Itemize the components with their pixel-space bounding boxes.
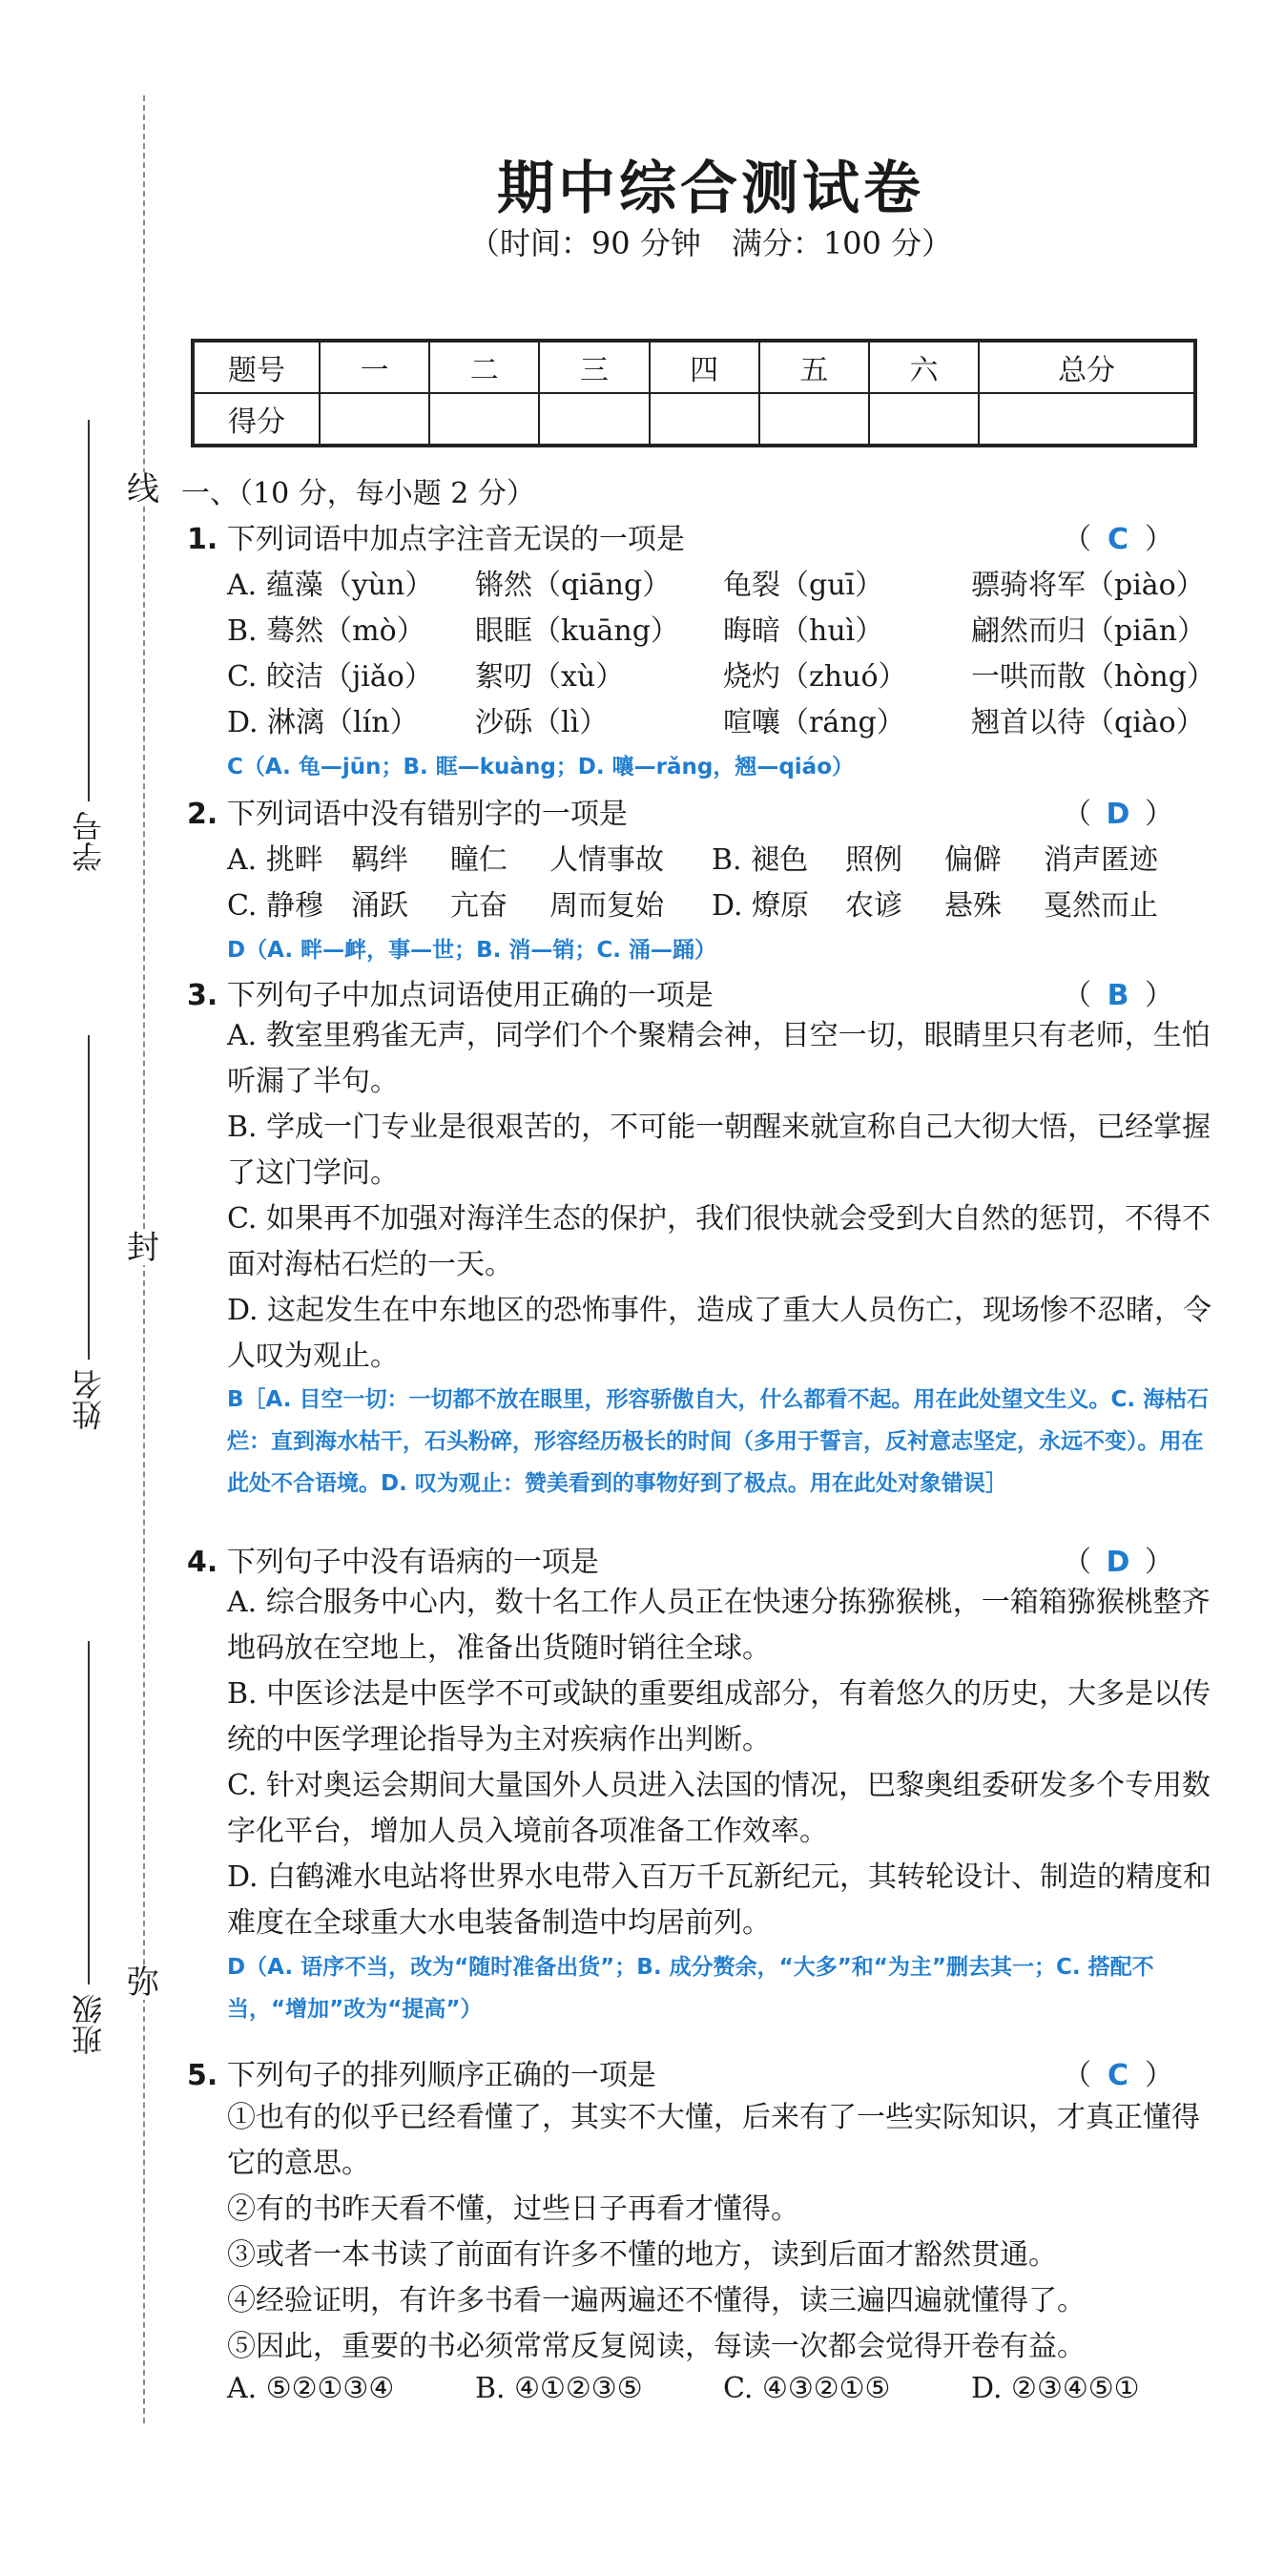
section-heading: 一、（10 分，每小题 2 分） <box>181 477 535 510</box>
question-number: 2. <box>187 798 218 831</box>
explanation-1: C（A. 龟—jūn；B. 眶—kuàng；D. 嚷—rǎng，翘—qiáo） <box>227 755 854 779</box>
score-cell[interactable] <box>429 393 539 446</box>
option-item: 烧灼（zhuó） <box>723 660 907 694</box>
seal-mark-xian: 线 <box>127 470 159 509</box>
question-number: 1. <box>187 523 218 556</box>
page-subtitle: （时间：90 分钟 满分：100 分） <box>468 225 953 261</box>
sentence-1: ①也有的似乎已经看懂了，其实不大懂，后来有了一些实际知识，才真正懂得它的意思。 <box>227 2101 1200 2180</box>
question-number: 5. <box>187 2059 218 2092</box>
q3-options <box>227 1013 1219 1380</box>
option-item: 絮叨（xù） <box>475 660 625 694</box>
option-b: B. 中医诊法是中医学不可或缺的重要组成部分，有着悠久的历史，大多是以传统的中医学理论指导为主对疾病作出判断。 <box>227 1677 1211 1756</box>
option-item: 亢奋 <box>450 889 507 923</box>
option-item: 骠骑将军（piào） <box>971 569 1205 602</box>
option-item: D. 燎原 <box>712 889 810 923</box>
question-4 <box>187 1538 599 1580</box>
option-item: 涌跃 <box>351 889 408 923</box>
seal-mark-mi: 弥 <box>127 1963 159 2002</box>
name-field[interactable] <box>67 1035 111 1430</box>
question-stem: 下列句子中没有语病的一项是 <box>226 1546 599 1579</box>
q4-options <box>227 1580 1219 1946</box>
option-item: D. ②③④⑤① <box>971 2372 1140 2405</box>
answer-4: （ D ） <box>1063 1546 1173 1579</box>
header-cell: 总分 <box>979 341 1195 393</box>
option-item: 一哄而散（hòng） <box>971 660 1215 694</box>
option-item: 喧嚷（ráng） <box>723 706 905 739</box>
score-table-score-row <box>193 393 1195 446</box>
header-cell: 五 <box>759 341 869 393</box>
option-item: D. 淋漓（lín） <box>227 706 419 739</box>
option-item: 龟裂（guī） <box>723 569 884 602</box>
answer-letter: D <box>1106 798 1130 831</box>
option-item: 消声匿迹 <box>1044 843 1158 877</box>
seal-mark-feng: 封 <box>127 1229 159 1267</box>
option-item: 人情事故 <box>549 843 664 877</box>
option-item: C. 静穆 <box>227 889 323 923</box>
question-stem: 下列句子的排列顺序正确的一项是 <box>226 2059 656 2092</box>
option-item: C. ④③②①⑤ <box>723 2372 891 2405</box>
answer-letter: C <box>1107 523 1129 556</box>
option-item: 眼眶（kuāng） <box>475 614 679 648</box>
score-cell[interactable] <box>979 393 1195 446</box>
class-label: 班级 <box>71 1994 107 2055</box>
option-item: A. ⑤②①③④ <box>227 2372 395 2405</box>
question-number: 3. <box>187 979 218 1012</box>
q1-option-row-b <box>227 607 1219 649</box>
sentence-3: ③或者一本书读了前面有许多不懂的地方，读到后面才豁然贯通。 <box>227 2238 1057 2272</box>
option-item: A. 挑畔 <box>227 843 323 877</box>
q2-option-row-ab <box>227 836 1219 878</box>
option-item: 悬殊 <box>944 889 1002 923</box>
header-cell: 二 <box>429 341 539 393</box>
question-stem: 下列词语中加点字注音无误的一项是 <box>226 523 685 556</box>
header-cell: 三 <box>539 341 649 393</box>
score-cell[interactable] <box>320 393 429 446</box>
sentence-4: ④经验证明，有许多书看一遍两遍还不懂得，读三遍四遍就懂得了。 <box>227 2284 1086 2317</box>
option-item: C. 皎洁（jiǎo） <box>227 660 433 694</box>
option-item: B. 褪色 <box>712 843 809 877</box>
option-item: 戛然而止 <box>1044 889 1158 923</box>
sentence-2: ②有的书昨天看不懂，过些日子再看才懂得。 <box>227 2192 799 2226</box>
student-id-field[interactable] <box>67 420 111 872</box>
answer-3: （ B ） <box>1063 979 1173 1012</box>
score-table <box>191 339 1197 447</box>
sentence-5: ⑤因此，重要的书必须常常反复阅读，每读一次都会觉得开卷有益。 <box>227 2330 1086 2363</box>
score-cell[interactable] <box>759 393 869 446</box>
option-item: B. ④①②③⑤ <box>475 2372 643 2405</box>
header-cell: 题号 <box>193 341 320 393</box>
option-a: A. 教室里鸦雀无声，同学们个个聚精会神，目空一切，眼睛里只有老师，生怕听漏了半句。 <box>227 1019 1211 1098</box>
option-item: 沙砾（lì） <box>475 706 609 739</box>
option-item: 偏僻 <box>944 843 1002 877</box>
option-item: 周而复始 <box>549 889 664 923</box>
answer-letter: B <box>1107 979 1129 1012</box>
option-a: A. 综合服务中心内，数十名工作人员正在快速分拣猕猴桃，一箱箱猕猴桃整齐地码放在空地上，准备出货随时销往全球。 <box>227 1586 1211 1665</box>
answer-5: （ C ） <box>1063 2059 1173 2092</box>
question-stem: 下列句子中加点词语使用正确的一项是 <box>226 979 714 1012</box>
question-5 <box>187 2051 656 2093</box>
option-item: 翘首以待（qiào） <box>971 706 1205 739</box>
score-cell[interactable] <box>650 393 759 446</box>
q1-option-row-c <box>227 653 1219 695</box>
header-cell: 四 <box>650 341 759 393</box>
option-b: B. 学成一门专业是很艰苦的，不可能一朝醒来就宣称自己大彻大悟，已经掌握了这门学问。 <box>227 1111 1211 1190</box>
q1-option-row-d <box>227 698 1219 740</box>
option-item: 羁绊 <box>351 843 408 877</box>
option-item: B. 蓦然（mò） <box>227 614 425 648</box>
option-d: D. 这起发生在中东地区的恐怖事件，造成了重大人员伤亡，现场惨不忍睹，令人叹为观止。 <box>227 1294 1212 1373</box>
question-number: 4. <box>187 1546 218 1579</box>
answer-2: （ D ） <box>1063 798 1173 831</box>
option-item: 锵然（qiāng） <box>475 569 672 602</box>
option-item: A. 蕴藻（yùn） <box>227 569 434 602</box>
score-cell[interactable] <box>539 393 649 446</box>
explanation-2: D（A. 畔—衅，事—世；B. 消—销；C. 涌—踊） <box>227 938 716 963</box>
explanation-3: B［A. 目空一切：一切都不放在眼里，形容骄傲自大，什么都看不起。用在此处望文生义。C. 海枯石烂：直到海水枯干，石头粉碎，形容经历极长的时间（多用于誓言，反衬意志坚定，永远不变）。用在此处不合语境。D. 叹为观止：赞美看到的事物好到了极点。用在此处对象错误］ <box>227 1387 1210 1496</box>
option-item: 农谚 <box>845 889 902 923</box>
q5-options <box>227 2372 1219 2405</box>
explanation-4: D（A. 语序不当，改为“随时准备出货”；B. 成分赘余，“大多”和“为主”删去其一；C. 搭配不当，“增加”改为“提高”） <box>227 1955 1154 2022</box>
header-cell: 一 <box>320 341 429 393</box>
option-item: 瞳仁 <box>450 843 507 877</box>
option-c: C. 针对奥运会期间大量国外人员进入法国的情况，巴黎奥组委研发多个专用数字化平台，增加人员入境前各项准备工作效率。 <box>227 1769 1211 1848</box>
score-row-label: 得分 <box>193 393 320 446</box>
student-id-label: 学号 <box>71 811 107 872</box>
q2-option-row-cd <box>227 882 1219 924</box>
name-label: 姓名 <box>71 1369 107 1430</box>
q5-sentences <box>227 2095 1219 2370</box>
question-3 <box>187 971 714 1013</box>
answer-letter: C <box>1107 2059 1129 2092</box>
option-item: 晦暗（huì） <box>723 614 884 648</box>
answer-letter: D <box>1106 1546 1130 1579</box>
question-stem: 下列词语中没有错别字的一项是 <box>226 798 628 831</box>
page-title: 期中综合测试卷 <box>497 156 924 222</box>
header-cell: 六 <box>869 341 979 393</box>
q1-option-row-a <box>227 561 1219 603</box>
option-d: D. 白鹤滩水电站将世界水电带入百万千瓦新纪元，其转轮设计、制造的精度和难度在全球重大水电装备制造中均居前列。 <box>227 1860 1212 1940</box>
class-field[interactable] <box>67 1641 111 2055</box>
answer-1: （ C ） <box>1063 523 1173 556</box>
question-2 <box>187 790 628 832</box>
score-cell[interactable] <box>869 393 979 446</box>
score-table-header-row <box>193 341 1195 393</box>
option-c: C. 如果再不加强对海洋生态的保护，我们很快就会受到大自然的惩罚，不得不面对海枯石烂的一天。 <box>227 1202 1211 1281</box>
option-item: 照例 <box>845 843 902 877</box>
question-1 <box>187 515 685 557</box>
option-item: 翩然而归（piān） <box>971 614 1207 648</box>
